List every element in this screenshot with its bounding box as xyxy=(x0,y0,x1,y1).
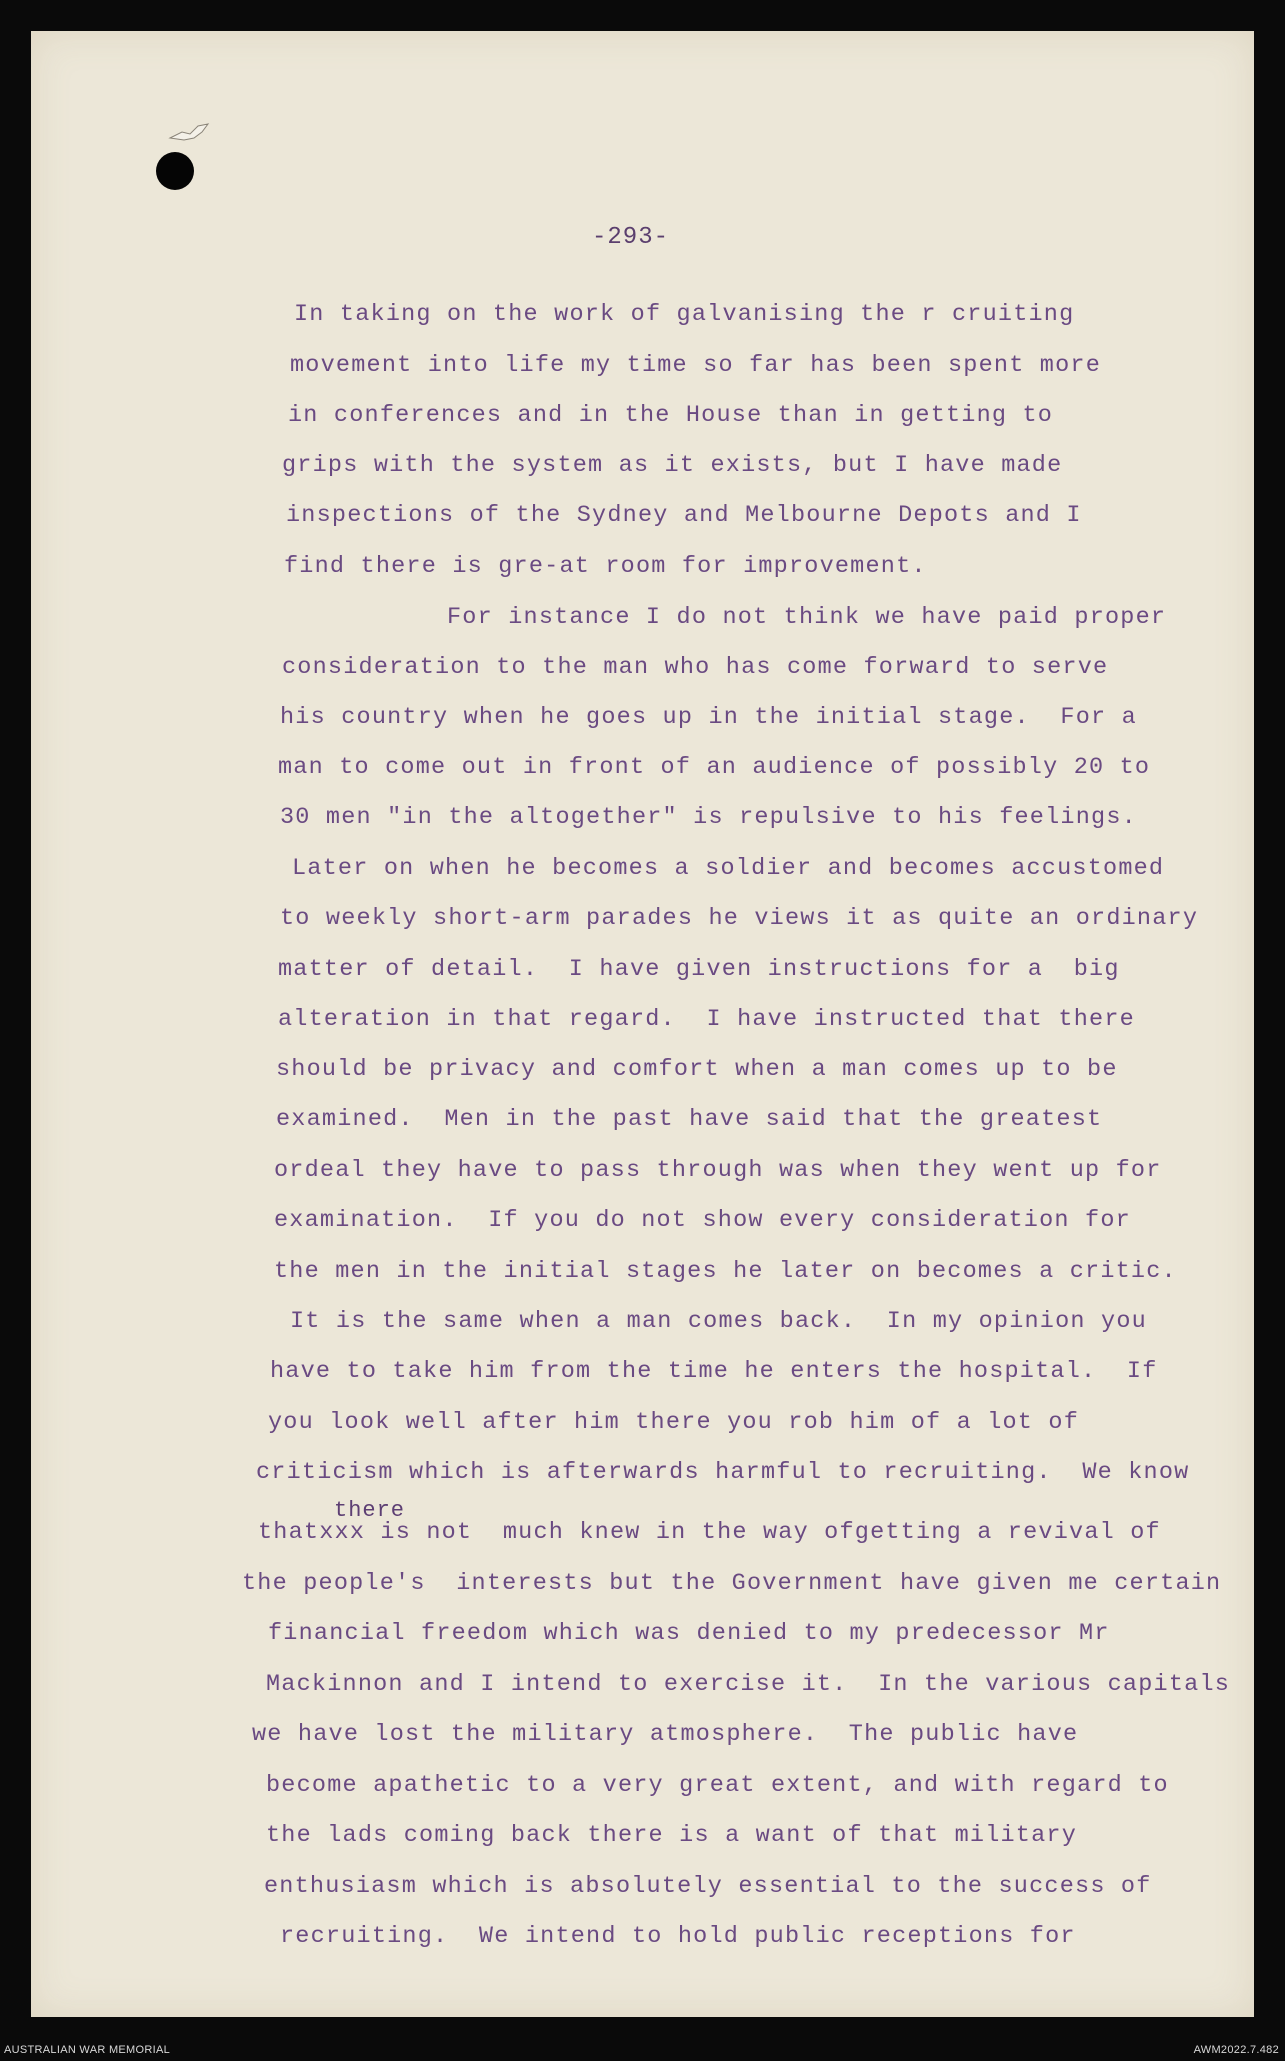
text-line: thatxxx is not much knew in the way ofgetting a revival of xyxy=(258,1519,1161,1546)
handwritten-insertion: there xyxy=(334,1498,406,1523)
text-line: enthusiasm which is absolutely essential to the success of xyxy=(264,1873,1152,1900)
text-line: you look well after him there you rob him of a lot of xyxy=(268,1409,1080,1436)
text-line: movement into life my time so far has been spent more xyxy=(290,352,1102,379)
text-line: financial freedom which was denied to my predecessor Mr xyxy=(268,1620,1110,1647)
text-line: the people's interests but the Government have given me certain xyxy=(242,1570,1222,1597)
text-line: should be privacy and comfort when a man comes up to be xyxy=(276,1056,1118,1083)
text-line: examination. If you do not show every consideration for xyxy=(274,1207,1131,1234)
text-line: we have lost the military atmosphere. The public have xyxy=(252,1721,1079,1748)
text-line: become apathetic to a very great extent, and with regard to xyxy=(266,1772,1169,1799)
text-line: ordeal they have to pass through was when they went up for xyxy=(274,1157,1162,1184)
text-line: examined. Men in the past have said that the greatest xyxy=(276,1106,1103,1133)
text-line: in conferences and in the House than in getting to xyxy=(288,402,1054,429)
text-line: It is the same when a man comes back. In my opinion you xyxy=(290,1308,1147,1335)
archive-credit: AUSTRALIAN WAR MEMORIAL xyxy=(4,2044,171,2056)
text-line: inspections of the Sydney and Melbourne Depots and I xyxy=(286,502,1082,529)
text-line: For instance I do not think we have paid proper xyxy=(447,604,1167,631)
text-line: matter of detail. I have given instructions for a big xyxy=(278,956,1120,983)
text-line: 30 men "in the altogether" is repulsive to his feelings. xyxy=(280,804,1137,831)
text-line: Mackinnon and I intend to exercise it. In the various capitals xyxy=(266,1671,1231,1698)
text-line: his country when he goes up in the initial stage. For a xyxy=(280,704,1137,731)
text-line: have to take him from the time he enters the hospital. If xyxy=(270,1358,1158,1385)
text-line: criticism which is afterwards harmful to recruiting. We know xyxy=(256,1459,1190,1486)
text-line: recruiting. We intend to hold public receptions for xyxy=(280,1923,1076,1950)
page-number: -293- xyxy=(592,224,670,251)
text-line: consideration to the man who has come forward to serve xyxy=(282,654,1109,681)
text-line: to weekly short-arm parades he views it as quite an ordinary xyxy=(280,905,1199,932)
text-line: alteration in that regard. I have instructed that there xyxy=(278,1006,1135,1033)
archive-reference: AWM2022.7.482 xyxy=(1193,2044,1279,2056)
text-line: Later on when he becomes a soldier and becomes accustomed xyxy=(292,855,1165,882)
text-line: In taking on the work of galvanising the r cruiting xyxy=(294,301,1075,328)
text-line: the men in the initial stages he later on becomes a critic. xyxy=(274,1258,1177,1285)
text-line: find there is gre-at room for improvement. xyxy=(284,553,927,580)
text-line: grips with the system as it exists, but I have made xyxy=(282,452,1063,479)
text-line: the lads coming back there is a want of that military xyxy=(266,1822,1078,1849)
text-line: man to come out in front of an audience of possibly 20 to xyxy=(278,754,1151,781)
